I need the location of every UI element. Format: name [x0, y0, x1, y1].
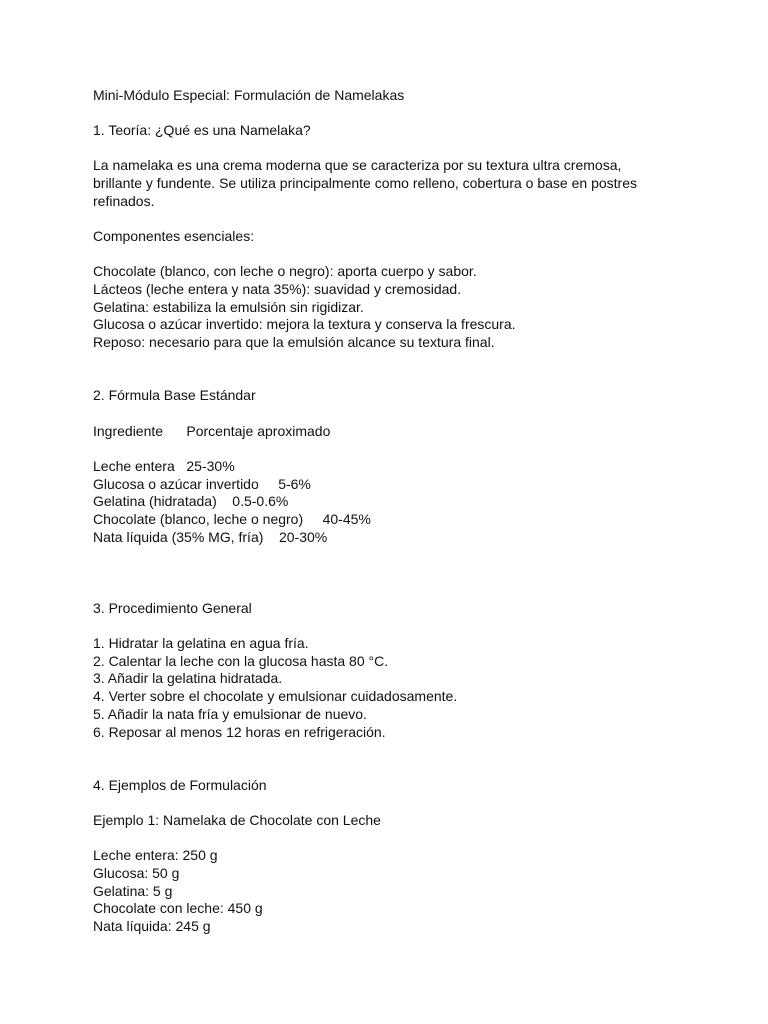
example-1-heading: Ejemplo 1: Namelaka de Chocolate con Leche	[93, 812, 381, 828]
example-1-item: Leche entera: 250 g	[93, 847, 218, 863]
section-3-heading: 3. Procedimiento General	[93, 600, 252, 616]
example-1-item: Glucosa: 50 g	[93, 865, 180, 881]
components-heading: Componentes esenciales:	[93, 228, 255, 244]
procedure-step: 6. Reposar al menos 12 horas en refrigeración.	[93, 724, 386, 740]
procedure-step: 5. Añadir la nata fría y emulsionar de nuevo.	[93, 706, 367, 722]
formula-row: Nata líquida (35% MG, fría) 20-30%	[93, 529, 328, 545]
formula-row: Glucosa o azúcar invertido 5-6%	[93, 476, 311, 492]
section-1-paragraph-line: brillante y fundente. Se utiliza principalmente como relleno, cobertura o base en postres	[93, 175, 637, 191]
section-4-heading: 4. Ejemplos de Formulación	[93, 777, 267, 793]
section-1-heading: 1. Teoría: ¿Qué es una Namelaka?	[93, 122, 311, 138]
section-2-heading: 2. Fórmula Base Estándar	[93, 387, 256, 403]
example-1-item: Nata líquida: 245 g	[93, 918, 211, 934]
formula-table-header: Ingrediente Porcentaje aproximado	[93, 423, 331, 439]
section-1-paragraph-line: La namelaka es una crema moderna que se caracteriza por su textura ultra cremosa,	[93, 157, 622, 173]
formula-row: Gelatina (hidratada) 0.5-0.6%	[93, 493, 289, 509]
component-item: Lácteos (leche entera y nata 35%): suavidad y cremosidad.	[93, 281, 462, 297]
component-item: Gelatina: estabiliza la emulsión sin rigidizar.	[93, 299, 364, 315]
example-1-item: Chocolate con leche: 450 g	[93, 900, 263, 916]
component-item: Chocolate (blanco, con leche o negro): aporta cuerpo y sabor.	[93, 263, 477, 279]
document-title: Mini-Módulo Especial: Formulación de Namelakas	[93, 87, 405, 103]
procedure-step: 3. Añadir la gelatina hidratada.	[93, 670, 283, 686]
procedure-step: 4. Verter sobre el chocolate y emulsionar cuidadosamente.	[93, 688, 458, 704]
example-1-item: Gelatina: 5 g	[93, 883, 173, 899]
formula-row: Chocolate (blanco, leche o negro) 40-45%	[93, 511, 371, 527]
procedure-step: 1. Hidratar la gelatina en agua fría.	[93, 635, 309, 651]
formula-row: Leche entera 25-30%	[93, 458, 235, 474]
section-1-paragraph-line: refinados.	[93, 193, 155, 209]
procedure-step: 2. Calentar la leche con la glucosa hasta 80 °C.	[93, 653, 389, 669]
component-item: Glucosa o azúcar invertido: mejora la textura y conserva la frescura.	[93, 316, 516, 332]
component-item: Reposo: necesario para que la emulsión alcance su textura final.	[93, 334, 495, 350]
